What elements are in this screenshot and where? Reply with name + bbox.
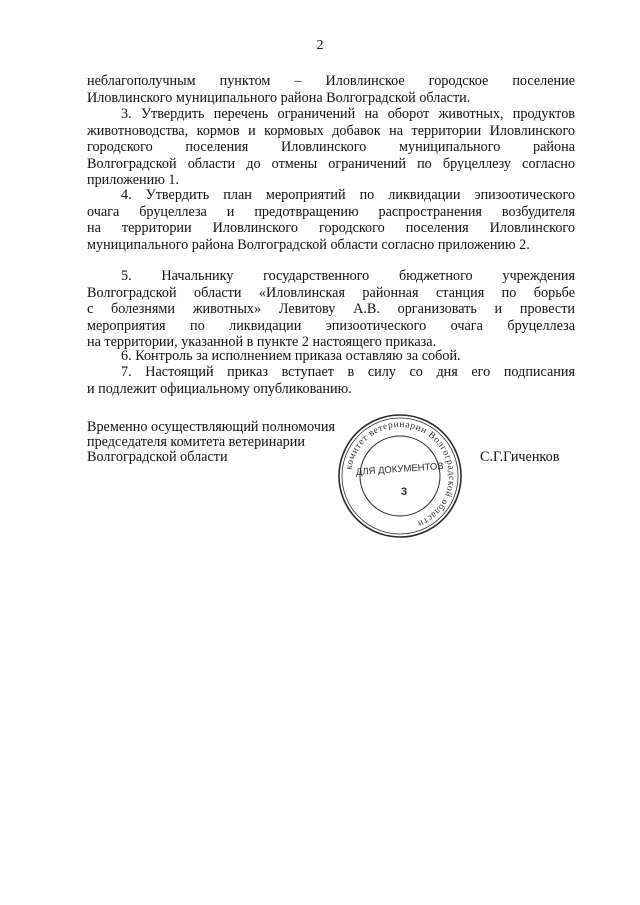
text-line: 4. Утвердить план мероприятий по ликвидации эпизоотического: [121, 187, 575, 203]
text-line: 3. Утвердить перечень ограничений на оборот животных, продуктов: [121, 106, 575, 122]
text-line: Волгоградской области «Иловлинская районная станция по борьбе: [87, 284, 575, 301]
text-line: мероприятия по ликвидации эпизоотического очага бруцеллеза: [87, 317, 575, 334]
text-line: с болезнями животных» Левитову А.В. организовать и провести: [87, 301, 575, 318]
paragraph-7: [87, 364, 575, 397]
paragraph-6: [87, 348, 575, 365]
text-line: 5. Начальнику государственного бюджетного учреждения: [121, 268, 575, 284]
paragraph-4: [87, 187, 575, 253]
stamp-center-text: ДЛЯ ДОКУМЕНТОВ: [355, 460, 445, 479]
signer-title-line: Временно осуществляющий полномочия: [87, 419, 336, 435]
stamp-number: 3: [400, 486, 408, 498]
text-line: животноводства, кормов и кормовых добавок на территории Иловлинского: [87, 122, 575, 139]
official-stamp: [336, 412, 464, 540]
text-line: 7. Настоящий приказ вступает в силу со дня его подписания: [121, 364, 575, 380]
text-line: Иловлинского муниципального района Волгоградской области.: [87, 89, 471, 106]
signer-name: С.Г.Гиченков: [480, 449, 560, 465]
signer-title-line: Волгоградской области: [87, 449, 228, 465]
text-line: городского поселения Иловлинского муниципального района: [87, 139, 575, 156]
paragraph-3: [87, 106, 575, 189]
text-line: 6. Контроль за исполнением приказа оставляю за собой.: [121, 348, 461, 364]
stamp-outer-text: комитет ветеринарии Волгоградской области: [344, 419, 457, 529]
signer-title: [87, 420, 335, 465]
signer-title-line: председателя комитета ветеринарии: [87, 434, 305, 450]
text-line: приложению 1.: [87, 172, 179, 189]
stamp-seal-icon: [336, 412, 464, 540]
paragraph-5: [87, 268, 575, 351]
page-number: 2: [316, 38, 324, 53]
text-line: неблагополучным пунктом – Иловлинское городское поселение: [87, 73, 575, 89]
text-line: и подлежит официальному опубликованию.: [87, 380, 352, 397]
text-line: муниципального района Волгоградской области согласно приложению 2.: [87, 236, 530, 253]
paragraph-continued: [87, 73, 575, 106]
text-line: очага бруцеллеза и предотвращению распространения возбудителя: [87, 203, 575, 220]
text-line: на территории, указанной в пункте 2 настоящего приказа.: [87, 334, 437, 351]
text-line: на территории Иловлинского городского поселения Иловлинского: [87, 220, 575, 237]
text-line: Волгоградской области до отмены ограничений по бруцеллезу согласно: [87, 155, 575, 172]
